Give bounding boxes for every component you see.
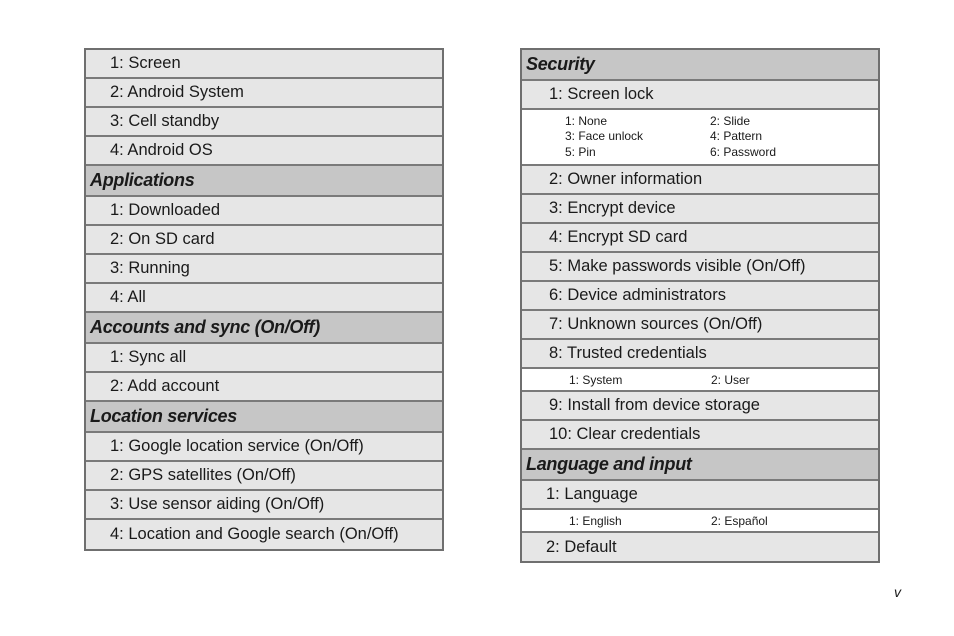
option-user: 2: User: [711, 372, 750, 387]
left-settings-table: [84, 48, 444, 551]
section-header-security: Security: [522, 50, 878, 81]
option-none: 1: None: [565, 113, 608, 128]
trusted-credentials-item: 8: Trusted credentials: [522, 340, 878, 369]
list-item: 3: Running: [86, 255, 442, 284]
option-slide: 2: Slide: [710, 113, 751, 128]
list-item: 1: Sync all: [86, 344, 442, 373]
trusted-credentials-options: [522, 369, 878, 392]
install-from-storage-item: 9: Install from device storage: [522, 392, 878, 421]
device-administrators-item: 6: Device administrators: [522, 282, 878, 311]
default-item: 2: Default: [522, 533, 878, 561]
page-number: v: [894, 584, 901, 600]
option-face-unlock: 3: Face unlock: [565, 129, 644, 144]
section-header-accounts-sync: Accounts and sync (On/Off): [86, 313, 442, 344]
option-pattern: 4: Pattern: [710, 129, 763, 144]
section-header-language-input: Language and input: [522, 450, 878, 481]
option-english: 1: English: [569, 513, 622, 528]
list-item: 1: Google location service (On/Off): [86, 433, 442, 462]
list-item: 1: Downloaded: [86, 197, 442, 226]
owner-information-item: 2: Owner information: [522, 166, 878, 195]
list-item: 2: On SD card: [86, 226, 442, 255]
option-pin: 5: Pin: [565, 144, 596, 159]
language-item: 1: Language: [522, 481, 878, 510]
option-password: 6: Password: [710, 144, 777, 159]
section-header-applications: Applications: [86, 166, 442, 197]
list-item: 3: Cell standby: [86, 108, 442, 137]
list-item: 4: All: [86, 284, 442, 313]
screen-lock-options: [522, 110, 878, 166]
section-header-location-services: Location services: [86, 402, 442, 433]
list-item: 1: Screen: [86, 50, 442, 79]
option-system: 1: System: [569, 372, 623, 387]
unknown-sources-item: 7: Unknown sources (On/Off): [522, 311, 878, 340]
screen-lock-item: 1: Screen lock: [522, 81, 878, 110]
right-settings-table: [520, 48, 880, 563]
option-espanol: 2: Español: [711, 513, 768, 528]
clear-credentials-item: 10: Clear credentials: [522, 421, 878, 450]
list-item: 2: Add account: [86, 373, 442, 402]
list-item: 3: Use sensor aiding (On/Off): [86, 491, 442, 520]
encrypt-sd-card-item: 4: Encrypt SD card: [522, 224, 878, 253]
list-item: 2: GPS satellites (On/Off): [86, 462, 442, 491]
make-passwords-visible-item: 5: Make passwords visible (On/Off): [522, 253, 878, 282]
language-options: [522, 510, 878, 533]
list-item: 4: Android OS: [86, 137, 442, 166]
list-item: 4: Location and Google search (On/Off): [86, 520, 442, 549]
encrypt-device-item: 3: Encrypt device: [522, 195, 878, 224]
list-item: 2: Android System: [86, 79, 442, 108]
